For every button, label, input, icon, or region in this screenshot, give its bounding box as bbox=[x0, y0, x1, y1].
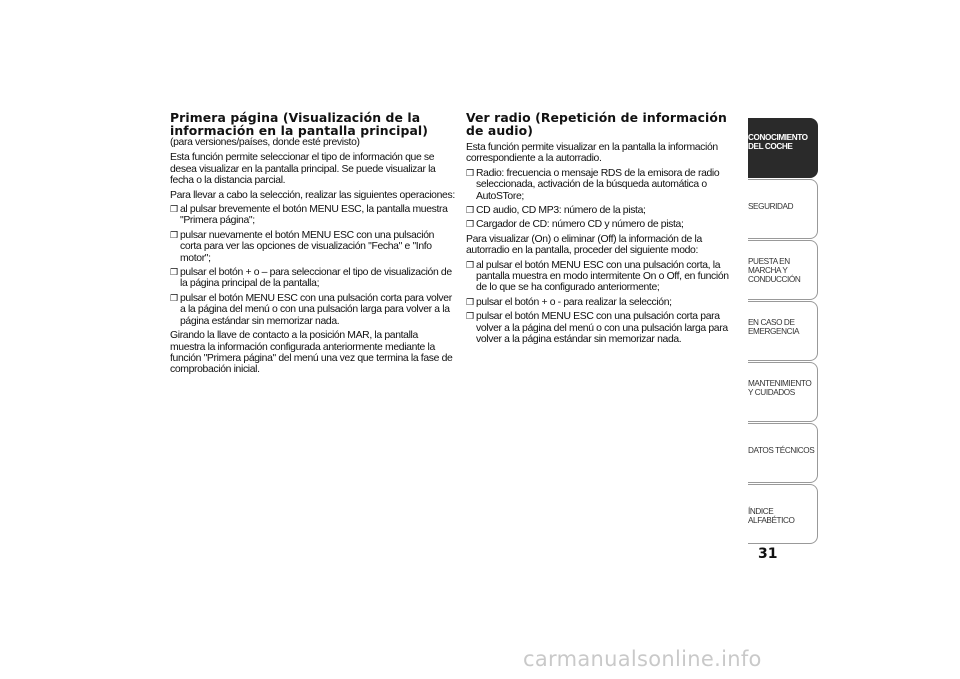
list-item: ❒ al pulsar el botón MENU ESC con una pulsación corta, la pantalla muestra en modo intermitente On o Off, en función de lo que se ha configurado anteriormente; bbox=[466, 259, 729, 294]
checkbox-bullet-icon: ❒ bbox=[170, 292, 178, 303]
list-item: ❒ pulsar el botón + o - para realizar la selección; bbox=[466, 296, 672, 308]
checkbox-bullet-icon: ❒ bbox=[466, 205, 474, 216]
paragraph-radio-onoff: Para visualizar (On) o eliminar (Off) la información de la autorradio en la pantalla, proceder del siguiente modo: bbox=[466, 233, 702, 257]
page-number: 31 bbox=[758, 546, 778, 562]
list-item: ❒ Cargador de CD: número CD y número de pista; bbox=[466, 219, 684, 231]
checkbox-bullet-icon: ❒ bbox=[466, 259, 474, 270]
tab-puesta-en-marcha[interactable]: PUESTA EN MARCHA Y CONDUCCIÓN bbox=[748, 240, 818, 300]
list-item: ❒ pulsar nuevamente el botón MENU ESC con una pulsación corta para ver las opciones de visualización "Fecha" e "Info motor"; bbox=[170, 229, 435, 264]
right-column bbox=[466, 112, 741, 349]
operations-list bbox=[170, 204, 455, 327]
chapter-tabs bbox=[748, 118, 818, 545]
checkbox-bullet-icon: ❒ bbox=[466, 296, 474, 307]
left-column bbox=[170, 112, 455, 379]
paragraph-operations: Para llevar a cabo la selección, realizar las siguientes operaciones: bbox=[170, 189, 455, 201]
availability-note: (para versiones/países, donde esté previsto) bbox=[170, 137, 360, 148]
paragraph-radio-intro: Esta función permite visualizar en la pantalla la información correspondiente a la autorradio. bbox=[466, 142, 718, 165]
radio-info-list bbox=[466, 168, 741, 231]
paragraph-ignition: Girando la llave de contacto a la posición MAR, la pantalla muestra la información configurada anteriormente mediante la función "Primera página" del menú una vez que termina la fase de comprobación inicial. bbox=[170, 330, 453, 376]
section-heading-primera-pagina: Primera página (Visualización de la información en la pantalla principal) bbox=[170, 110, 429, 138]
tab-seguridad[interactable]: SEGURIDAD bbox=[748, 179, 818, 239]
tab-indice-alfabetico[interactable]: ÍNDICE ALFABÉTICO bbox=[748, 484, 818, 544]
tab-mantenimiento[interactable]: MANTENIMIENTO Y CUIDADOS bbox=[748, 362, 818, 422]
list-item: ❒ pulsar el botón + o – para seleccionar el tipo de visualización de la página principal de la pantalla; bbox=[170, 267, 452, 290]
checkbox-bullet-icon: ❒ bbox=[466, 167, 474, 178]
list-item: ❒ CD audio, CD MP3: número de la pista; bbox=[466, 205, 646, 217]
paragraph-intro: Esta función permite seleccionar el tipo de información que se desea visualizar en la pantalla principal. Se puede visualizar la fecha o la distancia parcial. bbox=[170, 152, 436, 187]
list-item: ❒ pulsar el botón MENU ESC con una pulsación corta para volver a la página del menú o con una pulsación larga para volver a la página estándar sin memorizar nada. bbox=[170, 292, 452, 327]
list-item: ❒ al pulsar brevemente el botón MENU ESC, la pantalla muestra "Primera página"; bbox=[170, 204, 448, 227]
checkbox-bullet-icon: ❒ bbox=[170, 229, 178, 240]
tab-datos-tecnicos[interactable]: DATOS TÉCNICOS bbox=[748, 423, 818, 483]
tab-conocimiento-del-coche[interactable]: CONOCIMIENTO DEL COCHE bbox=[748, 118, 818, 178]
checkbox-bullet-icon: ❒ bbox=[466, 311, 474, 322]
section-heading-ver-radio: Ver radio (Repetición de información de audio) bbox=[466, 110, 727, 138]
radio-onoff-list bbox=[466, 260, 741, 346]
tab-en-caso-de-emergencia[interactable]: EN CASO DE EMERGENCIA bbox=[748, 301, 818, 361]
checkbox-bullet-icon: ❒ bbox=[170, 267, 178, 278]
checkbox-bullet-icon: ❒ bbox=[170, 204, 178, 215]
list-item: ❒ Radio: frecuencia o mensaje RDS de la emisora de radio seleccionada, activación de la búsqueda automática o AutoSTore; bbox=[466, 167, 720, 202]
watermark: carmanualsonline.info bbox=[523, 647, 762, 671]
checkbox-bullet-icon: ❒ bbox=[466, 219, 474, 230]
list-item: ❒ pulsar el botón MENU ESC con una pulsación corta para volver a la página del menú o con una pulsación larga para volver a la página estándar sin memorizar nada. bbox=[466, 311, 728, 346]
